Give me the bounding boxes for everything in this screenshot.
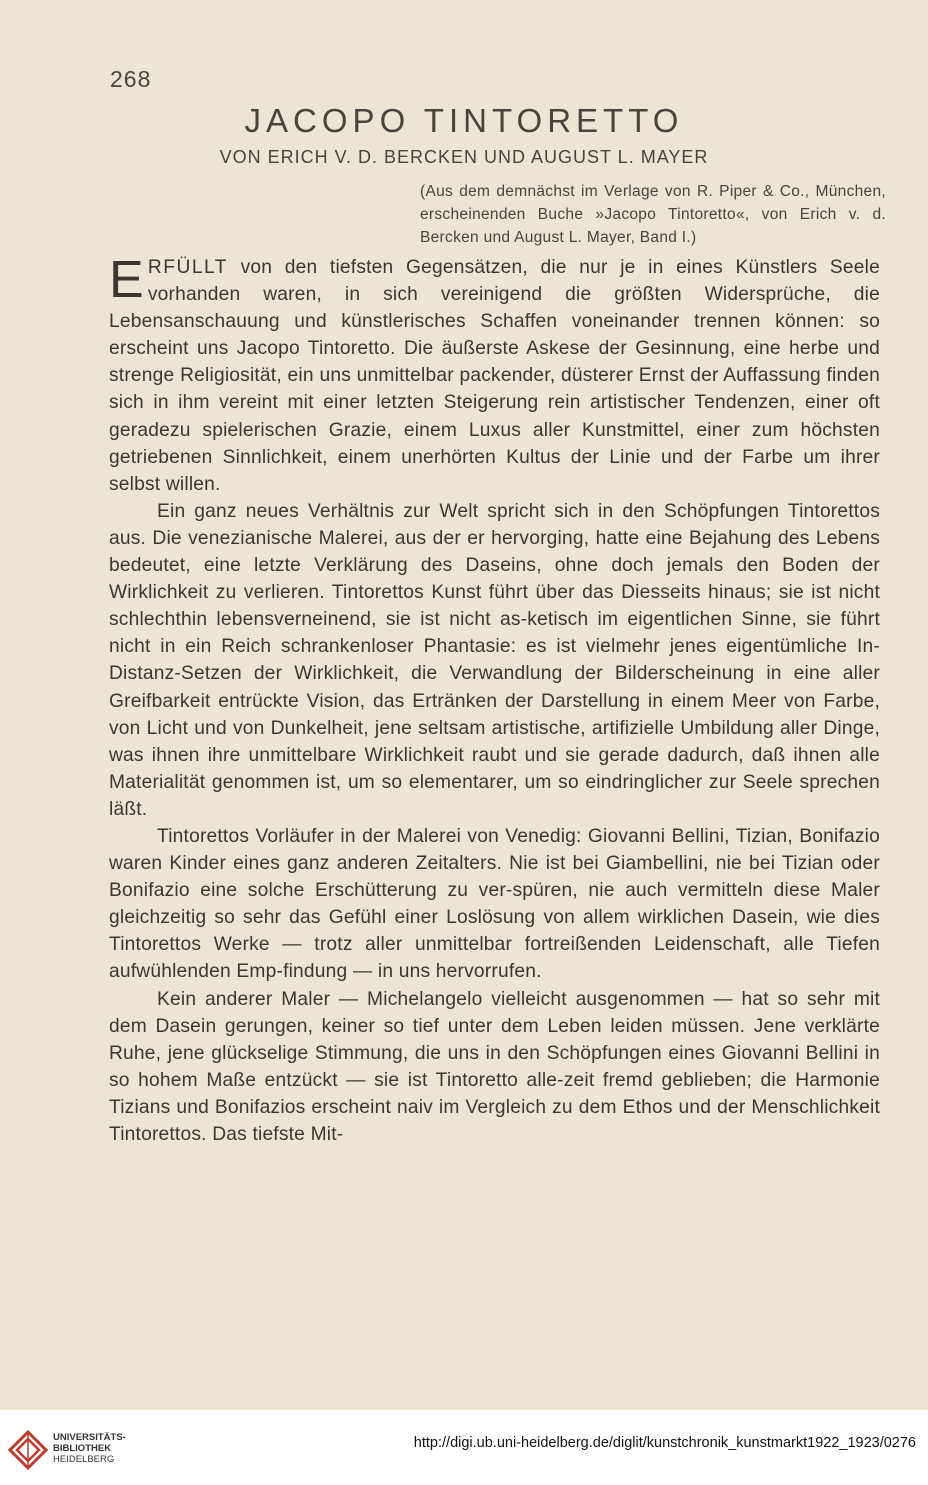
university-library-logo-icon bbox=[8, 1430, 48, 1470]
article-authors: VON ERICH V. D. BERCKEN UND AUGUST L. MAYER bbox=[219, 147, 709, 167]
lead-caps: RFÜLLT bbox=[147, 257, 228, 278]
source-url-link[interactable]: http://digi.ub.uni-heidelberg.de/diglit/kunstchronik_kunstmarkt1922_1923/0276 bbox=[413, 1435, 916, 1451]
article-title: JACOPO TINTORETTO bbox=[244, 102, 684, 139]
source-note: (Aus dem demnächst im Verlage von R. Piper & Co., München, erscheinenden Buche »Jacopo Tintoretto«, von Erich v. d. Bercken und August L. Mayer, Band I.) bbox=[420, 183, 886, 246]
page-number: 268 bbox=[110, 66, 152, 92]
paragraph: Ein ganz neues Verhältnis zur Welt spricht sich in den Schöpfungen Tintorettos aus. Die venezianische Malerei, aus der er hervorging, hatte eine Bejahung des Lebens bedeutet, eine letzte Verklärung des Daseins, ohne doch jemals den Boden der Wirklichkeit zu verlieren. Tintorettos Kunst führt über das Diesseits hinaus; sie ist nicht schlechthin lebensverneinend, sie ist nicht as-ketisch im eigentlichen Sinne, sie führt nicht in ein Reich schrankenloser Phantasie: es ist vielmehr jenes eigentümliche In-Distanz-Setzen der Wirklichkeit, die Verwandlung der Bilderscheinung in eine aller Greifbarkeit entrückte Vision, das Ertränken der Darstellung in einem Meer von Farbe, von Licht und von Dunkelheit, jene seltsam artistische, artifizielle Umbildung aller Dinge, was ihnen ihre unmittelbare Wirklichkeit raubt und sie gerade dadurch, daß ihnen alle Materialität genommen ist, um so elementarer, um so eindringlicher zur Seele sprechen läßt. bbox=[109, 500, 880, 820]
footer-bar bbox=[0, 1410, 928, 1485]
paragraph bbox=[109, 251, 880, 498]
paragraph-text: von den tiefsten Gegensätzen, die nur je in eines Künstlers Seele vorhanden waren, in sich vereinigend die größten Widersprüche, die Lebensanschauung und künstlerisches Schaffen voneinander trennen können: so erscheint uns Jacopo Tintoretto. Die äußerste Askese der Gesinnung, eine herbe und strenge Religiosität, ein uns unmittelbar packender, düsterer Ernst der Auffassung finden sich in ihm vereint mit einer letzten Steigerung rein artistischer Tendenzen, einer oft geradezu spielerischen Grazie, einem Luxus aller Kunstmittel, einer zum höchsten getriebenen Sinnlichkeit, einem unerhörten Kultus der Linie und der Farbe um ihrer selbst willen. bbox=[109, 257, 880, 495]
library-name: UNIVERSITÄTS- BIBLIOTHEK HEIDELBERG bbox=[53, 1432, 126, 1465]
paragraph: Tintorettos Vorläufer in der Malerei von Venedig: Giovanni Bellini, Tizian, Bonifazio waren Kinder eines ganz anderen Zeitalters. Nie ist bei Giambellini, nie bei Tizian oder Bonifazio eine solche Erschütterung zu ver-spüren, nie auch vermitteln diese Maler gleichzeitig so sehr das Gefühl einer Loslösung von allem wirklichen Dasein, wie dies Tintorettos Werke — trotz aller unmittelbar fortreißenden Leidenschaft, alle Tiefen aufwühlenden Emp-findung — in uns hervorrufen. bbox=[109, 825, 880, 983]
paragraph: Kein anderer Maler — Michelangelo vielleicht ausgenommen — hat so sehr mit dem Dasein gerungen, keiner so tief unter dem Leben leiden müssen. Jene verklärte Ruhe, jene glückselige Stimmung, die uns in den Schöpfungen eines Giovanni Bellini in so hohem Maße entzückt — sie ist Tintoretto alle-zeit fremd geblieben; die Harmonie Tizians und Bonifazios erscheint naiv im Vergleich zu dem Ethos und der Menschlichkeit Tintorettos. Das tiefste Mit- bbox=[109, 988, 880, 1145]
drop-cap: E bbox=[109, 251, 144, 309]
article-body bbox=[109, 251, 880, 1148]
